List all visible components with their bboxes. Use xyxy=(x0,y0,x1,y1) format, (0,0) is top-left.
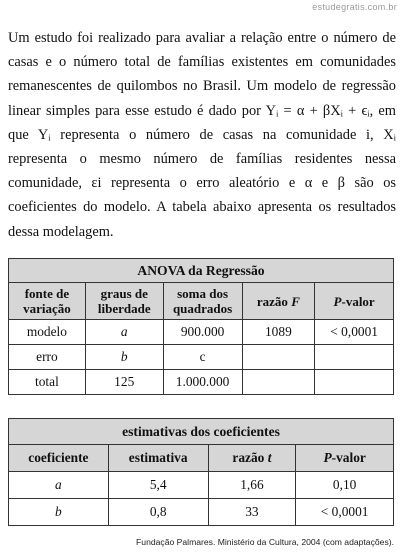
table-cell: modelo xyxy=(9,320,86,345)
paragraph-line: coeficientes do modelo. A tabela abaixo apresenta os resultados xyxy=(8,199,396,216)
coefficients-title: estimativas dos coeficientes xyxy=(9,419,394,445)
paragraph-line: Um estudo foi realizado para avaliar a relação entre o número de xyxy=(8,30,396,46)
table-cell: 33 xyxy=(208,499,296,526)
coefficients-header: razão t xyxy=(208,445,296,472)
table-cell: erro xyxy=(9,345,86,370)
table-cell: 0,8 xyxy=(108,499,208,526)
coefficients-table xyxy=(8,418,394,526)
paragraph-line: comunidade, εi representa o erro aleatório e α e β são os xyxy=(8,175,396,192)
table-cell: b xyxy=(85,345,163,370)
anova-header: fonte de variação xyxy=(9,283,86,320)
table-row xyxy=(9,499,394,526)
table-cell xyxy=(315,370,394,395)
table-cell: a xyxy=(85,320,163,345)
anova-header: razão F xyxy=(242,283,315,320)
coefficients-header: estimativa xyxy=(108,445,208,472)
table-cell: 1.000.000 xyxy=(163,370,242,395)
table-cell: 1,66 xyxy=(208,472,296,499)
paragraph-line: remanescentes de quilombos no Brasil. Um modelo de regressão xyxy=(8,78,396,95)
table-row xyxy=(9,472,394,499)
paragraph-line: que Yᵢ representa o número de casas na comunidade i, Xᵢ xyxy=(8,126,396,143)
anova-header: graus de liberdade xyxy=(85,283,163,320)
anova-title: ANOVA da Regressão xyxy=(9,259,394,283)
question-paragraph xyxy=(8,26,396,244)
table-cell: < 0,0001 xyxy=(296,499,394,526)
table-cell: < 0,0001 xyxy=(315,320,394,345)
coefficients-header: coeficiente xyxy=(9,445,109,472)
table-cell: 1089 xyxy=(242,320,315,345)
table-cell xyxy=(242,345,315,370)
table-cell: total xyxy=(9,370,86,395)
table-cell: 900.000 xyxy=(163,320,242,345)
table-cell: 0,10 xyxy=(296,472,394,499)
watermark: estudegratis.com.br xyxy=(312,2,397,12)
table-cell: 5,4 xyxy=(108,472,208,499)
table-cell xyxy=(315,345,394,370)
paragraph-line: casas e o número total de famílias existentes em comunidades xyxy=(8,54,396,71)
coefficients-header: P-valor xyxy=(296,445,394,472)
table-row xyxy=(9,345,394,370)
anova-header: soma dos quadrados xyxy=(163,283,242,320)
anova-table xyxy=(8,258,394,395)
anova-header: P-valor xyxy=(315,283,394,320)
table-row xyxy=(9,370,394,395)
table-cell: a xyxy=(9,472,109,499)
paragraph-line: representa o mesmo número de famílias residentes nessa xyxy=(8,151,396,168)
paragraph-line: dessa modelagem. xyxy=(8,223,114,240)
table-cell: b xyxy=(9,499,109,526)
table-cell: c xyxy=(163,345,242,370)
table-cell xyxy=(242,370,315,395)
table-cell: 125 xyxy=(85,370,163,395)
paragraph-line: linear simples para esse estudo é dado por Yᵢ = α + βXᵢ + ϵᵢ, em xyxy=(8,102,396,119)
source-footnote: Fundação Palmares. Ministério da Cultura, 2004 (com adaptações). xyxy=(136,537,394,547)
table-row xyxy=(9,320,394,345)
